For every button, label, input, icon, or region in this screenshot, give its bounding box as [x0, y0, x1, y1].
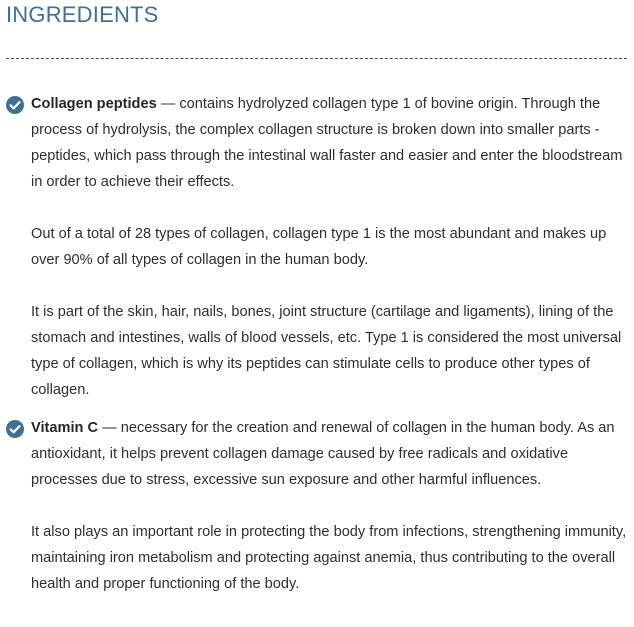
ingredient-paragraph: It is part of the skin, hair, nails, bones, joint structure (cartilage and ligaments), lining of the stomach and intestines, walls of blood vessels, etc. Type 1 is considered the most universal type of collagen, which is why its peptides can stimulate cells to produce other types of collagen.	[31, 304, 622, 398]
ingredient-collagen-peptides	[6, 91, 628, 403]
check-circle-icon	[6, 420, 24, 438]
check-circle-icon	[6, 96, 24, 114]
ingredient-vitamin-c	[6, 415, 628, 597]
dashed-divider	[6, 58, 627, 59]
ingredient-name: Collagen peptides	[31, 96, 157, 112]
ingredients-list	[6, 91, 628, 597]
ingredient-paragraph: Out of a total of 28 types of collagen, collagen type 1 is the most abundant and makes up over 90% of all types of collagen in the human body.	[31, 226, 607, 268]
ingredient-intro: — contains hydrolyzed collagen type 1 of bovine origin. Through the process of hydrolysis, the complex collagen structure is broken down into smaller parts - peptides, which pass through the intestinal wall faster and easier and enter the bloodstream in order to achieve their effects.	[31, 96, 623, 190]
ingredient-name: Vitamin C	[31, 420, 99, 436]
ingredient-description	[31, 91, 628, 195]
ingredient-intro: — necessary for the creation and renewal of collagen in the human body. As an antioxidant, it helps prevent collagen damage caused by free radicals and oxidative processes due to stress, excessive sun exposure and other harmful influences.	[31, 420, 615, 488]
section-title: INGREDIENTS	[6, 2, 159, 27]
ingredient-paragraph: It also plays an important role in protecting the body from infections, strengthening immunity, maintaining iron metabolism and protecting against anemia, thus contributing to the overall health and proper functioning of the body.	[31, 524, 627, 592]
ingredient-description	[31, 415, 628, 493]
